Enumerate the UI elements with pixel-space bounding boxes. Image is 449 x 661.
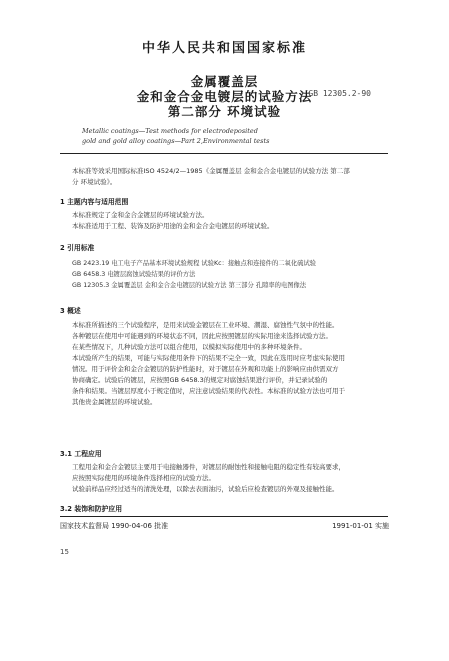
text-line: 本标准适用于工程、装饰及防护用途的金和金合金电镀层的环境试验。 (72, 222, 274, 230)
section-3-text (72, 320, 390, 408)
text-line: 其他贵金属镀层的环境试验。 (72, 398, 157, 406)
text-line: 各种镀层在使用中可能遇到的环境状态不同，因此应按照镀层的实际用途来选择试验方法。 (72, 332, 332, 340)
english-title (82, 126, 342, 146)
title-line-1: 金属覆盖层 (190, 74, 259, 89)
intro-line: 本标准等效采用国际标准ISO 4524/2—1985《金属覆盖层 金和金合金电镀层的试验方法 第二部 (72, 167, 350, 175)
section-heading-1: 1 主题内容与适用范围 (60, 198, 129, 206)
reference-item: GB 12305.3 金属覆盖层 金和金合金电镀层的试验方法 第三部分 孔隙率的电图像法 (72, 282, 307, 289)
section-heading-3-2: 3.2 装饰和防护应用 (60, 505, 122, 513)
title-line-3: 第二部分 环境试验 (167, 104, 282, 119)
text-line: 情况。用于评价金和金合金镀层的防护性能时，对于镀层在外观和功能上的影响应由供需双方 (72, 365, 339, 373)
text-line: 本标准规定了金和金合金镀层的环境试验方法。 (72, 211, 209, 219)
text-line: 应按照实际使用的环境条件选择相应的试验方法。 (72, 474, 215, 482)
standard-header: 中华人民共和国国家标准 (141, 41, 307, 56)
section-3-1-text (72, 462, 390, 495)
reference-list (72, 258, 392, 291)
text-line: 工程用金和金合金镀层主要用于电接触器件，对镀层的耐蚀性和接触电阻的稳定性有较高要求， (72, 463, 345, 471)
text-line: 在某些情况下，几种试验方法可以组合使用，以模拟实际使用中的多种环境条件。 (72, 343, 306, 351)
standard-number: GB 12305.2-90 (308, 89, 371, 98)
text-line: 本标准所描述的三个试验程序，是用来试验金镀层在工业环境、潮湿、腐蚀性气氛中的性能。 (72, 321, 339, 329)
english-title-line-2: gold and gold alloy coatings—Part 2,Environmental tests (82, 137, 270, 145)
intro-line: 分 环境试验》。 (72, 178, 117, 186)
section-heading-3-1: 3.1 工程应用 (60, 450, 102, 458)
implementation-date: 1991-01-01 实施 (332, 522, 389, 530)
english-title-line-1: Metallic coatings—Test methods for electrodeposited (82, 127, 258, 135)
text-line: 条件和结果。当镀层厚度小于规定值时，应注意试验结果的代表性。本标准的试验方法也可用于 (72, 387, 345, 395)
approval-date: 国家技术监督局 1990-04-06 批准 (60, 522, 169, 530)
header-divider (60, 153, 388, 154)
text-line: 试验前样品应经过适当的清洗处理，以除去表面油污，试验后应检查镀层的外观及接触性能。 (72, 485, 339, 493)
footer-divider (60, 516, 388, 517)
section-heading-2: 2 引用标准 (60, 244, 95, 252)
intro-paragraph (72, 166, 390, 188)
section-1-text (72, 210, 390, 232)
text-line: 协商确定。试验后的镀层，应按照GB 6458.3的规定对腐蚀结果进行评价，并记录试验的 (72, 376, 328, 384)
text-line: 本试验所产生的结果，可能与实际使用条件下的结果不完全一致，因此在选用时应考虑实际使用 (72, 354, 345, 362)
reference-item: GB 2423.19 电工电子产品基本环境试验规程 试验Kc：接触点和连接件的二氧化硫试验 (72, 260, 317, 267)
page-number: 15 (60, 548, 69, 556)
reference-item: GB 6458.3 电镀层腐蚀试验结果的评价方法 (72, 271, 196, 278)
title-line-2: 金和金合金电镀层的试验方法 (136, 89, 313, 104)
section-heading-3: 3 概述 (60, 307, 81, 315)
